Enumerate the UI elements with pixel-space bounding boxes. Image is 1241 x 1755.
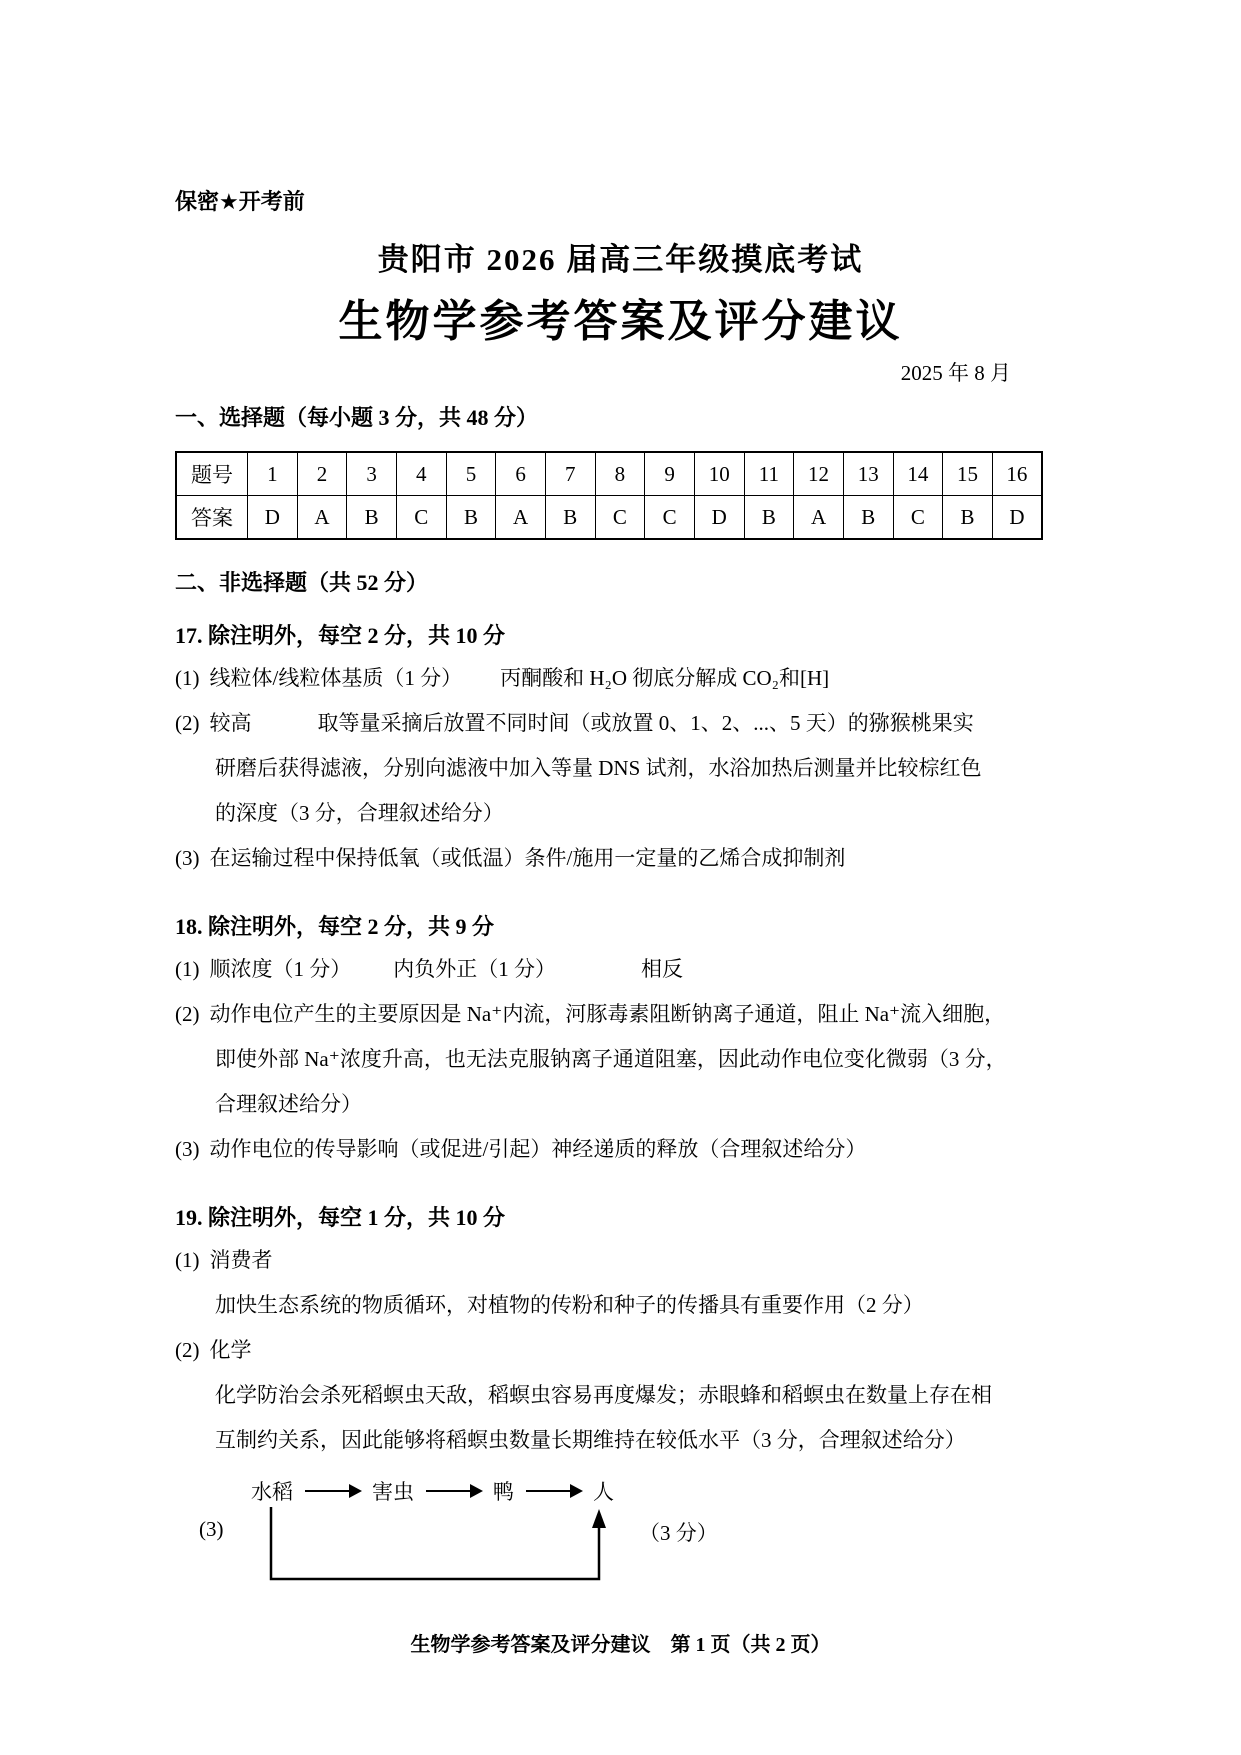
item-label: (1) <box>175 957 200 981</box>
answer-text: 合理叙述给分） <box>215 1092 362 1116</box>
question-19-heading: 19. 除注明外，每空 1 分，共 10 分 <box>175 1205 506 1230</box>
question-number-cell: 2 <box>297 452 347 496</box>
answer-cell: D <box>248 496 298 540</box>
answer-row <box>176 496 1042 540</box>
answer-cell: C <box>595 496 645 540</box>
question-number-cell: 15 <box>943 452 993 496</box>
answer-line-17-2-cont <box>175 791 1066 836</box>
question-number-cell: 4 <box>396 452 446 496</box>
answer-text: 动作电位的传导影响（或促进/引起）神经递质的释放（合理叙述给分） <box>209 1137 867 1161</box>
item-label: (2) <box>175 711 200 735</box>
answer-line-17-2 <box>175 701 1066 746</box>
confidential-notice: 保密★开考前 <box>175 189 305 214</box>
answer-text: 线粒体/线粒体基质（1 分） <box>209 666 463 690</box>
answer-cell: A <box>496 496 546 540</box>
item-label: (1) <box>175 666 200 690</box>
answer-text: 互制约关系，因此能够将稻螟虫数量长期维持在较低水平（3 分，合理叙述给分） <box>215 1428 966 1452</box>
food-chain-node-human: 人 <box>593 1480 614 1504</box>
answer-line-19-1 <box>175 1238 1066 1283</box>
answer-line-18-2-cont <box>175 1082 1066 1127</box>
question-number-cell: 10 <box>694 452 744 496</box>
answer-text: 内负外正（1 分） <box>393 957 556 981</box>
answer-text: 消费者 <box>209 1248 273 1272</box>
answer-cell: B <box>744 496 794 540</box>
answer-cell: B <box>446 496 496 540</box>
answer-line-19-2 <box>175 1328 1066 1373</box>
page-footer: 生物学参考答案及评分建议 第 1 页（共 2 页） <box>410 1634 831 1656</box>
answer-text: 在运输过程中保持低氧（或低温）条件/施用一定量的乙烯合成抑制剂 <box>209 846 846 870</box>
answer-text: 取等量采摘后放置不同时间（或放置 0、1、2、...、5 天）的猕猴桃果实 <box>317 711 974 735</box>
answer-text: 的深度（3 分，合理叙述给分） <box>215 801 504 825</box>
answer-line-19-2-cont <box>175 1373 1066 1418</box>
document-title: 生物学参考答案及评分建议 <box>338 297 903 346</box>
answer-text: 动作电位产生的主要原因是 Na⁺内流，河豚毒素阻断钠离子通道，阻止 Na⁺流入细胞， <box>209 1002 1006 1026</box>
answer-text: 相反 <box>641 957 683 981</box>
answer-line-18-2-cont <box>175 1037 1066 1082</box>
answer-cell: B <box>943 496 993 540</box>
question-number-cell: 7 <box>545 452 595 496</box>
question-number-cell: 13 <box>843 452 893 496</box>
section2-heading: 二、非选择题（共 52 分） <box>175 570 429 595</box>
question-number-cell: 5 <box>446 452 496 496</box>
item-label: (3) <box>199 1517 224 1541</box>
answer-cell: B <box>545 496 595 540</box>
section1-heading: 一、选择题（每小题 3 分，共 48 分） <box>175 405 539 430</box>
question-number-cell: 11 <box>744 452 794 496</box>
food-chain <box>251 1477 1066 1505</box>
exam-title: 贵阳市 2026 届高三年级摸底考试 <box>377 242 864 277</box>
arrow-right-icon <box>526 1490 581 1492</box>
answer-text: 较高 <box>209 711 252 735</box>
exam-date: 2025 年 8 月 <box>900 361 1011 385</box>
answer-line-19-2-cont <box>175 1418 1066 1463</box>
answer-text: 即使外部 Na⁺浓度升高，也无法克服钠离子通道阻塞，因此动作电位变化微弱（3 分， <box>215 1047 1007 1071</box>
food-chain-node-duck: 鸭 <box>493 1480 514 1504</box>
answer-cell: D <box>992 496 1042 540</box>
question-number-cell: 1 <box>248 452 298 496</box>
question-number-cell: 16 <box>992 452 1042 496</box>
question-18-answers <box>175 947 1066 1172</box>
answer-line-17-2-cont <box>175 746 1066 791</box>
answer-text: 顺浓度（1 分） <box>209 957 352 981</box>
answer-cell: A <box>297 496 347 540</box>
question-18-heading: 18. 除注明外，每空 2 分，共 9 分 <box>175 914 495 939</box>
answer-line-18-3 <box>175 1127 1066 1172</box>
question-19-block <box>175 1204 1066 1597</box>
question-number-cell: 6 <box>496 452 546 496</box>
food-chain-diagram <box>199 1477 1066 1597</box>
score-label: （3 分） <box>639 1521 718 1545</box>
arrow-right-icon <box>305 1490 360 1492</box>
feedback-arrow-icon <box>251 1503 621 1589</box>
answer-text: 化学防治会杀死稻螟虫天敌，稻螟虫容易再度爆发；赤眼蜂和稻螟虫在数量上存在相 <box>215 1383 992 1407</box>
item-label: (3) <box>175 1137 200 1161</box>
answer-cell: D <box>694 496 744 540</box>
answer-cell: B <box>843 496 893 540</box>
question-19-answers <box>175 1238 1066 1597</box>
answer-line-17-1 <box>175 656 1066 701</box>
question-number-cell: 8 <box>595 452 645 496</box>
multiple-choice-answer-table <box>175 451 1043 540</box>
item-label: (2) <box>175 1338 200 1362</box>
answer-line-18-1 <box>175 947 1066 992</box>
answer-text: 加快生态系统的物质循环，对植物的传粉和种子的传播具有重要作用（2 分） <box>215 1293 924 1317</box>
answer-cell: C <box>396 496 446 540</box>
item-label: (2) <box>175 1002 200 1026</box>
question-number-cell: 9 <box>645 452 695 496</box>
question-17-heading: 17. 除注明外，每空 2 分，共 10 分 <box>175 623 506 648</box>
question-number-cell: 3 <box>347 452 397 496</box>
arrow-right-icon <box>426 1490 481 1492</box>
item-label: (1) <box>175 1248 200 1272</box>
answer-line-19-1-cont <box>175 1283 1066 1328</box>
food-chain-node-pest: 害虫 <box>372 1480 414 1504</box>
question-17-block <box>175 622 1066 881</box>
food-chain-node-rice: 水稻 <box>251 1480 293 1504</box>
answer-text: 丙酮酸和 H₂O 彻底分解成 CO₂和[H] <box>500 666 830 690</box>
question-17-answers <box>175 656 1066 881</box>
answer-cell: C <box>645 496 695 540</box>
answer-cell: C <box>893 496 943 540</box>
answer-line-18-2 <box>175 992 1066 1037</box>
question-number-row <box>176 452 1042 496</box>
answer-text: 化学 <box>209 1338 252 1362</box>
row-label-answer: 答案 <box>176 496 248 540</box>
row-label-question-number: 题号 <box>176 452 248 496</box>
question-18-block <box>175 913 1066 1172</box>
item-label: (3) <box>175 846 200 870</box>
answer-text: 研磨后获得滤液，分别向滤液中加入等量 DNS 试剂，水浴加热后测量并比较棕红色 <box>215 756 982 780</box>
answer-cell: A <box>794 496 844 540</box>
answer-line-17-3 <box>175 836 1066 881</box>
question-number-cell: 12 <box>794 452 844 496</box>
answer-cell: B <box>347 496 397 540</box>
question-number-cell: 14 <box>893 452 943 496</box>
